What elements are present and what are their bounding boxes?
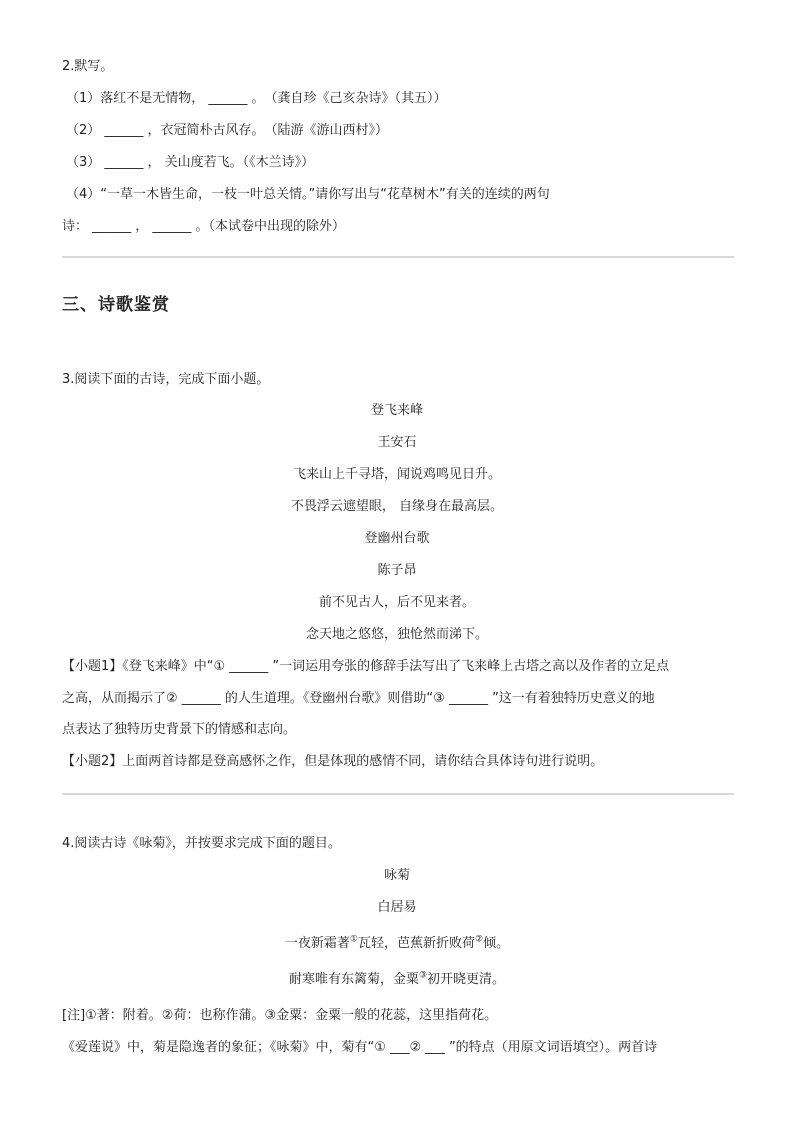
q3-sub2: 【小题2】上面两首诗都是登高感怀之作，但是体现的感情不同，请你结合具体诗句进行说明。 [62,754,604,769]
q2-item-1: （1）落红不是无情物， ______ 。 （龚自珍《己亥杂诗》（其五）） [66,91,447,106]
divider [62,793,734,795]
q4-poem-line-2 [0,971,794,989]
q3-intro: 3.阅读下面的古诗，完成下面小题。 [62,372,270,387]
poem2-line-2: 念天地之悠悠，独怆然而涕下。 [305,627,488,642]
q4-poem-line-1 [0,935,794,953]
footnote-marker: ② [475,934,484,945]
q2-item-3: （3） ______ ， 关山度若飞。（《木兰诗》） [66,155,315,170]
divider [62,256,734,258]
q4-note: [注]①著：附着。②荷：也称作蒲。③金粟：金粟一般的花蕊，这里指荷花。 [62,1008,498,1023]
poem2-author: 陈子昂 [377,563,417,578]
line1-part-a: 一夜新霜著 [284,936,350,951]
q3-sub1-line-2: 之高，从而揭示了② ______ 的人生道理。《登幽州台歌》则借助“③ ______ ”这一有着独特历史意义的地 [62,691,655,706]
line2-part-a: 耐寒唯有东篱菊，金粟 [288,972,419,987]
q2-item-4: （4）“一草一木皆生命，一枝一叶总关情。”请你写出与“花草树木”有关的连续的两句 [66,187,550,202]
poem1-author: 王安石 [377,435,417,450]
poem2-title: 登幽州台歌 [364,531,430,546]
q4-intro: 4.阅读古诗《咏菊》，并按要求完成下面的题目。 [62,836,341,851]
q3-sub1-line-3: 点表达了独特历史背景下的情感和志向。 [62,722,297,737]
line1-part-b: 瓦轻，芭蕉新折败荷 [357,936,475,951]
line2-part-b: 初开晓更清。 [427,972,506,987]
q2-item-4-continued: 诗： ______ ， ______ 。（本试卷中出现的除外） [62,219,346,234]
q2-title: 2.默写。 [62,59,114,74]
q4-poem-title: 咏菊 [383,868,410,883]
section-title: 三、诗歌鉴赏 [62,295,170,315]
q4-question: 《爱莲说》中，菊是隐逸者的象征；《咏菊》中，菊有“① ___② ___ ”的特点（用原文词语填空）。两首诗 [62,1040,658,1055]
q2-item-2: （2） ______ ，衣冠简朴古风存。 （陆游《游山西村》） [66,123,389,138]
line1-part-c: 倾。 [483,936,510,951]
q4-poem-author: 白居易 [377,900,417,915]
poem1-title: 登飞来峰 [370,403,423,418]
poem1-line-1: 飞来山上千寻塔，闻说鸡鸣见日升。 [292,467,501,482]
footnote-marker: ① [349,934,358,945]
footnote-marker: ③ [418,970,428,981]
q3-sub1-line-1: 【小题1】《登飞来峰》中“① ______ ”一词运用夸张的修辞手法写出了飞来峰上古塔之高以及作者的立足点 [62,659,670,674]
poem2-line-1: 前不见古人，后不见来者。 [318,595,475,610]
poem1-line-2: 不畏浮云遮望眼， 自缘身在最高层。 [290,499,504,514]
